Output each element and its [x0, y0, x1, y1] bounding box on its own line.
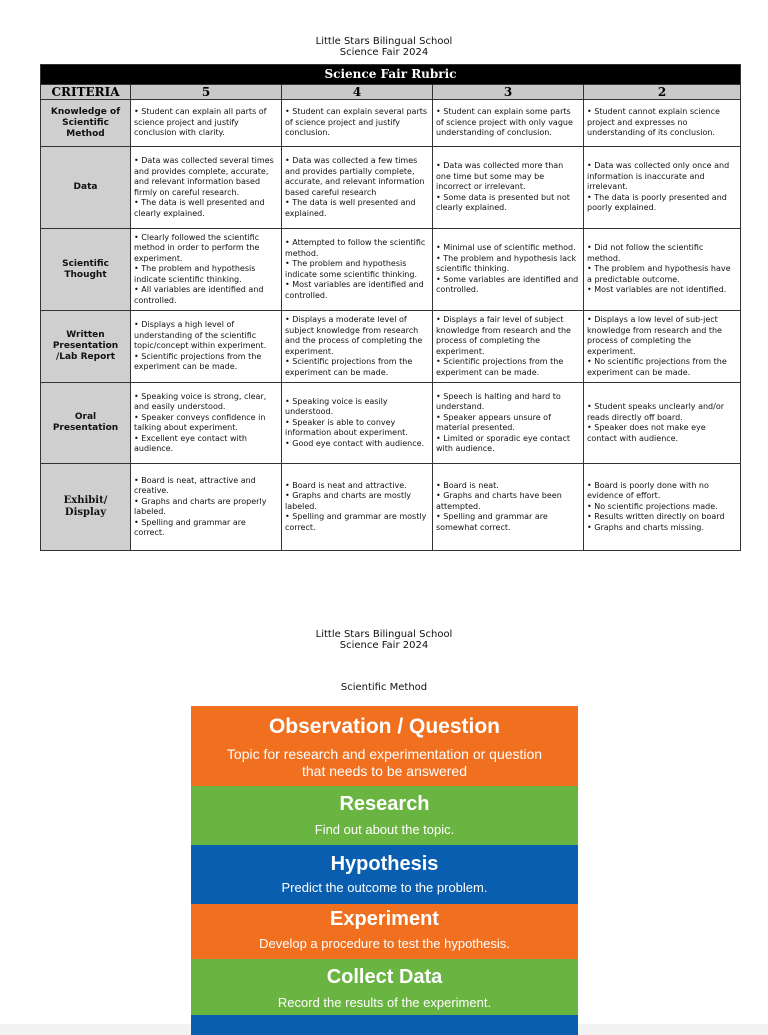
cell-written-3: • Displays a fair level of subject knowledge from research and the process of completing the experiment. • Scientific projections from the experiment can be made.: [433, 311, 584, 383]
step-experiment: [191, 904, 578, 959]
scientific-method-title: Scientific Method: [340, 682, 428, 693]
step-desc: Record the results of the experiment.: [277, 995, 492, 1010]
rubric-row-data: [41, 147, 741, 229]
cell-knowledge-4: • Student can explain several parts of science project and justify conclusion.: [282, 100, 433, 147]
cell-exhibit-5: • Board is neat, attractive and creative. • Graphs and charts are properly labeled. • Spelling and grammar are correct.: [131, 464, 282, 551]
cell-data-2: • Data was collected only once and information is inaccurate and irrelevant. • The data is poorly presented and poorly explained.: [584, 147, 741, 229]
rubric-row-exhibit-display: [41, 464, 741, 551]
cell-data-4: • Data was collected a few times and provides partially complete, accurate, and relevant information based careful research • The data is well presented and explained.: [282, 147, 433, 229]
cell-exhibit-4: • Board is neat and attractive. • Graphs and charts are mostly labeled. • Spelling and grammar are mostly correct.: [282, 464, 433, 551]
cell-thought-3: • Minimal use of scientific method. • The problem and hypothesis lack scientific thinking. • Some variables are identified and controlled.: [433, 229, 584, 311]
score-header-3: 3: [433, 85, 584, 100]
score-header-4: 4: [282, 85, 433, 100]
rubric-row-knowledge: [41, 100, 741, 147]
criteria-exhibit-display: Exhibit/ Display: [41, 464, 131, 551]
step-next-partial: [191, 1015, 578, 1035]
step-hypothesis: [191, 845, 578, 904]
page-header-2: [0, 629, 768, 651]
criteria-data: Data: [41, 147, 131, 229]
page-header-1: [0, 36, 768, 58]
criteria-written-presentation: Written Presentation /Lab Report: [41, 311, 131, 383]
cell-thought-5: • Clearly followed the scientific method in order to perform the experiment. • The problem and hypothesis indicate scientific thinking. • All variables are identified and controlled.: [131, 229, 282, 311]
step-research: [191, 786, 578, 845]
rubric-table: [40, 64, 741, 551]
rubric-title: Science Fair Rubric: [41, 65, 741, 85]
rubric-row-oral-presentation: [41, 383, 741, 464]
cell-data-3: • Data was collected more than one time but some may be incorrect or irrelevant. • Some data is presented but not clearly explained.: [433, 147, 584, 229]
step-title: Experiment: [330, 908, 439, 930]
school-name-2: Little Stars Bilingual School: [315, 629, 453, 640]
cell-knowledge-3: • Student can explain some parts of science project with only vague understanding of conclusion.: [433, 100, 584, 147]
score-header-2: 2: [584, 85, 741, 100]
cell-written-4: • Displays a moderate level of subject knowledge from research and the process of completing the experiment. • Scientific projections from the experiment can be made.: [282, 311, 433, 383]
step-collect-data: [191, 959, 578, 1015]
cell-thought-2: • Did not follow the scientific method. • The problem and hypothesis have a predictable outcome. • Most variables are not identified.: [584, 229, 741, 311]
scientific-method-steps: [191, 706, 578, 1035]
cell-data-5: • Data was collected several times and provides complete, accurate, and relevant information based firmly on careful research. • The data is well presented and clearly explained.: [131, 147, 282, 229]
cell-oral-5: • Speaking voice is strong, clear, and easily understood. • Speaker conveys confidence in talking about experiment. • Excellent eye contact with audience.: [131, 383, 282, 464]
criteria-scientific-thought: Scientific Thought: [41, 229, 131, 311]
step-desc: Develop a procedure to test the hypothesis.: [259, 936, 510, 951]
rubric-row-scientific-thought: [41, 229, 741, 311]
criteria-oral-presentation: Oral Presentation: [41, 383, 131, 464]
cell-thought-4: • Attempted to follow the scientific method. • The problem and hypothesis indicate some scientific thinking. • Most variables are identified and controlled.: [282, 229, 433, 311]
cell-oral-4: • Speaking voice is easily understood. • Speaker is able to convey information about experiment. • Good eye contact with audience.: [282, 383, 433, 464]
cell-knowledge-5: • Student can explain all parts of science project and justify conclusion with clarity.: [131, 100, 282, 147]
score-header-5: 5: [131, 85, 282, 100]
event-name: Science Fair 2024: [339, 47, 429, 58]
rubric-row-written-presentation: [41, 311, 741, 383]
cell-written-2: • Displays a low level of sub-ject knowledge from research and the process of completing the experiment. • No scientific projections from the experiment can be made.: [584, 311, 741, 383]
step-desc: Predict the outcome to the problem.: [281, 880, 488, 895]
cell-oral-2: • Student speaks unclearly and/or reads directly off board. • Speaker does not make eye contact with audience.: [584, 383, 741, 464]
event-name-2: Science Fair 2024: [339, 640, 429, 651]
step-title: Hypothesis: [330, 853, 439, 875]
step-desc: Topic for research and experimentation or question that needs to be answered: [226, 746, 543, 779]
step-desc: Find out about the topic.: [314, 822, 455, 837]
cell-exhibit-3: • Board is neat. • Graphs and charts have been attempted. • Spelling and grammar are somewhat correct.: [433, 464, 584, 551]
cell-written-5: • Displays a high level of understanding of the scientific topic/concept within experiment. • Scientific projections from the experiment can be made.: [131, 311, 282, 383]
step-observation-question: [191, 706, 578, 786]
step-title: Observation / Question: [268, 715, 501, 738]
cell-oral-3: • Speech is halting and hard to understand. • Speaker appears unsure of material presented. • Limited or sporadic eye contact with audience.: [433, 383, 584, 464]
criteria-header: CRITERIA: [41, 85, 131, 100]
step-title: Research: [339, 793, 430, 815]
criteria-knowledge: Knowledge of Scientific Method: [41, 100, 131, 147]
step-title: Collect Data: [326, 966, 443, 988]
school-name: Little Stars Bilingual School: [315, 36, 453, 47]
cell-exhibit-2: • Board is poorly done with no evidence of effort. • No scientific projections made. • Results written directly on board • Graphs and charts missing.: [584, 464, 741, 551]
cell-knowledge-2: • Student cannot explain science project and expresses no understanding of its conclusion.: [584, 100, 741, 147]
